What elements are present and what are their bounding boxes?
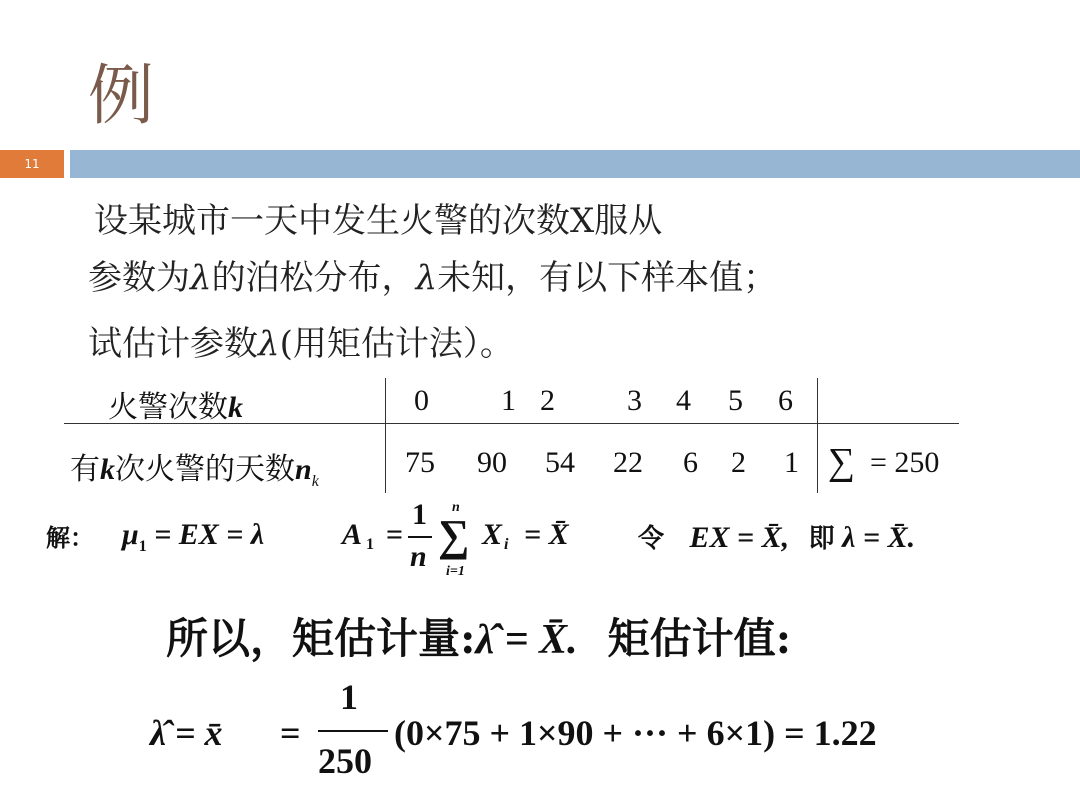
problem-line-2-pre: 参数为 <box>88 258 190 298</box>
row-label-var: n <box>295 453 312 486</box>
ie-eq: λ = X̄. <box>842 521 916 554</box>
n-value-cell: 22 <box>613 446 643 479</box>
mu-subscript: 1 <box>138 538 147 555</box>
let-equation <box>638 518 915 555</box>
row-label-nk <box>70 444 319 491</box>
fraction-bar <box>408 536 432 538</box>
lambda-symbol: λ <box>190 258 212 298</box>
problem-line-3 <box>88 316 514 365</box>
sum-symbol: ∑ <box>828 441 856 483</box>
n-value-cell: 1 <box>784 446 799 479</box>
equals-sign: = <box>386 518 404 551</box>
sample-table <box>64 378 959 493</box>
lambda-symbol: λ <box>258 324 280 364</box>
estimator-formula: λ̂ = X̄. <box>475 617 578 663</box>
table-divider-vertical <box>385 378 386 493</box>
problem-line-3-post: (用矩估计法）。 <box>279 324 514 364</box>
moment-equation <box>122 518 264 556</box>
final-computation <box>150 677 980 790</box>
sample-moment-equation <box>342 500 602 584</box>
header-bar <box>70 150 1080 178</box>
k-value-cell: 4 <box>676 384 691 417</box>
final-lhs: λ̂ = x̄ <box>150 713 223 753</box>
let-eq: EX = X̄, <box>689 521 790 554</box>
fraction-numerator: 1 <box>340 677 358 717</box>
A-symbol: A <box>342 518 363 551</box>
sigma-symbol: ∑ <box>438 511 470 560</box>
equals-sign: = <box>280 713 301 753</box>
fraction-numerator: 1 <box>412 498 427 531</box>
row-label-text: 火警次数 <box>108 391 228 424</box>
k-value-cell: 0 <box>414 384 429 417</box>
k-value-cell: 3 <box>627 384 642 417</box>
n-value-cell: 75 <box>405 446 435 479</box>
row-label-text: 次火警的天数 <box>115 453 295 486</box>
row-label-k <box>108 382 243 426</box>
k-value-cell: 5 <box>728 384 743 417</box>
conclusion-line <box>166 606 791 666</box>
problem-line-2 <box>88 250 777 299</box>
row-label-var: k <box>228 391 243 424</box>
problem-line-1: 设某城市一天中发生火警的次数X服从 <box>94 201 663 241</box>
sum-value: = 250 <box>870 446 940 479</box>
problem-line-3-pre: 试估计参数 <box>88 324 258 364</box>
mu-symbol: μ <box>122 518 139 551</box>
row-label-sub: k <box>311 473 319 490</box>
slide-title: 例 <box>88 57 156 134</box>
fraction-denominator: 250 <box>318 741 372 781</box>
page-number: 11 <box>24 157 40 171</box>
X-symbol: X <box>482 518 503 551</box>
fraction-denominator: n <box>410 540 427 573</box>
page-number-badge <box>0 150 64 178</box>
n-value-cell: 6 <box>683 446 698 479</box>
problem-line-2-post: 未知，有以下样本值； <box>437 258 778 298</box>
fraction-bar <box>318 730 388 732</box>
lambda-symbol: λ <box>415 258 438 298</box>
final-rhs: (0×75 + 1×90 + ··· + 6×1) = 1.22 <box>394 713 877 753</box>
sigma-upper: n <box>452 500 460 515</box>
let-word: 令 <box>638 524 665 554</box>
conclusion-pre: 所以，矩估计量: <box>166 614 476 663</box>
ie-word: 即 <box>808 524 835 554</box>
n-value-cell: 90 <box>477 446 507 479</box>
A-subscript: 1 <box>366 536 374 553</box>
X-subscript: i <box>504 536 509 553</box>
k-value-cell: 6 <box>778 384 793 417</box>
solution-label: 解： <box>46 523 94 552</box>
table-divider-vertical <box>817 378 818 493</box>
k-value-cell: 2 <box>540 384 555 417</box>
problem-line-2-mid: 的泊松分布， <box>211 258 416 298</box>
conclusion-post: 矩估计值: <box>607 614 792 663</box>
sample-mean-rhs: = X̄ <box>524 518 569 551</box>
row-label-var: k <box>100 453 115 486</box>
row-label-text: 有 <box>70 453 100 486</box>
sigma-lower: i=1 <box>446 564 465 579</box>
k-value-cell: 1 <box>501 384 516 417</box>
n-value-cell: 54 <box>545 446 575 479</box>
n-value-cell: 2 <box>731 446 746 479</box>
mu-rhs: = EX = λ <box>154 518 265 551</box>
